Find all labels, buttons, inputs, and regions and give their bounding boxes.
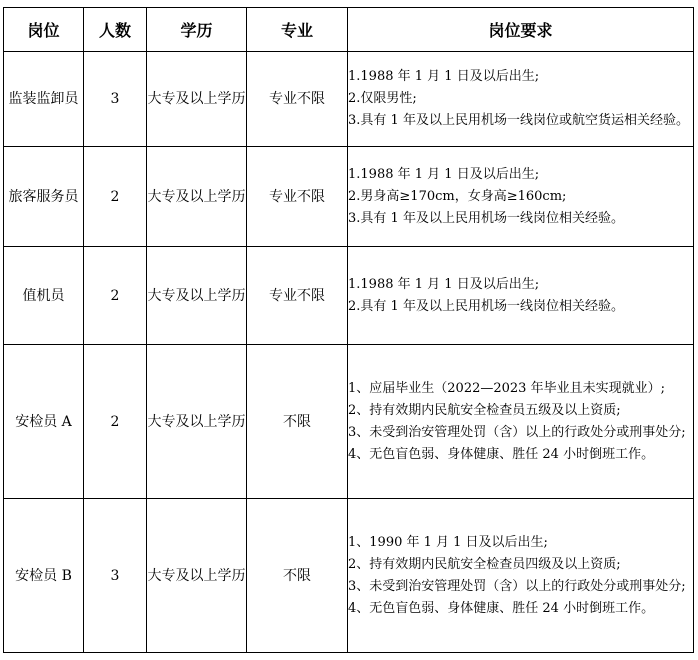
header-count: 人数: [84, 8, 147, 52]
header-major: 专业: [247, 8, 348, 52]
requirement-line: 3、未受到治安管理处罚（含）以上的行政处分或刑事处分;: [348, 424, 686, 440]
requirement-line: 2、持有效期内民航安全检查员五级及以上资质;: [348, 402, 621, 418]
requirements-cell: [348, 345, 694, 499]
major-cell: 不限: [247, 345, 348, 499]
education-cell: 大专及以上学历: [147, 499, 247, 653]
requirement-line: 3、未受到治安管理处罚（含）以上的行政处分或刑事处分;: [348, 578, 686, 594]
major-cell: 专业不限: [247, 52, 348, 147]
job-requirements-table: [3, 7, 694, 653]
requirements-cell: [348, 147, 694, 247]
header-requirements: 岗位要求: [348, 8, 694, 52]
requirement-line: 1、1990 年 1 月 1 日及以后出生;: [348, 534, 548, 550]
header-position: 岗位: [4, 8, 84, 52]
requirement-line: 2.具有 1 年及以上民用机场一线岗位相关经验。: [348, 298, 624, 314]
count-cell: 2: [84, 345, 147, 499]
major-cell: 专业不限: [247, 247, 348, 345]
table-row: [4, 52, 694, 147]
table-row: [4, 499, 694, 653]
table-row: [4, 147, 694, 247]
requirement-line: 2.男身高≥170cm，女身高≥160cm;: [348, 188, 567, 204]
education-cell: 大专及以上学历: [147, 345, 247, 499]
position-cell: 监装监卸员: [4, 52, 84, 147]
position-cell: 旅客服务员: [4, 147, 84, 247]
requirement-line: 3.具有 1 年及以上民用机场一线岗位或航空货运相关经验。: [348, 113, 689, 128]
requirement-line: 4、无色盲色弱、身体健康、胜任 24 小时倒班工作。: [348, 446, 655, 462]
requirements-cell: [348, 247, 694, 345]
requirement-line: 1、应届毕业生（2022—2023 年毕业且未实现就业）;: [348, 380, 665, 396]
table-row: [4, 345, 694, 499]
count-cell: 3: [84, 52, 147, 147]
position-cell: 安检员 A: [4, 345, 84, 499]
requirement-line: 1.1988 年 1 月 1 日及以后出生;: [348, 276, 540, 292]
education-cell: 大专及以上学历: [147, 52, 247, 147]
requirement-line: 1.1988 年 1 月 1 日及以后出生;: [348, 69, 540, 84]
header-row: [4, 8, 694, 52]
education-cell: 大专及以上学历: [147, 247, 247, 345]
table-row: [4, 247, 694, 345]
position-cell: 值机员: [4, 247, 84, 345]
count-cell: 2: [84, 147, 147, 247]
requirement-line: 2、持有效期内民航安全检查员四级及以上资质;: [348, 556, 621, 572]
requirements-cell: [348, 499, 694, 653]
requirement-line: 1.1988 年 1 月 1 日及以后出生;: [348, 166, 540, 182]
major-cell: 专业不限: [247, 147, 348, 247]
position-cell: 安检员 B: [4, 499, 84, 653]
requirements-cell: [348, 52, 694, 147]
requirement-line: 3.具有 1 年及以上民用机场一线岗位相关经验。: [348, 210, 624, 226]
major-cell: 不限: [247, 499, 348, 653]
count-cell: 3: [84, 499, 147, 653]
requirement-line: 2.仅限男性;: [348, 91, 417, 106]
education-cell: 大专及以上学历: [147, 147, 247, 247]
requirement-line: 4、无色盲色弱、身体健康、胜任 24 小时倒班工作。: [348, 600, 655, 616]
header-education: 学历: [147, 8, 247, 52]
count-cell: 2: [84, 247, 147, 345]
